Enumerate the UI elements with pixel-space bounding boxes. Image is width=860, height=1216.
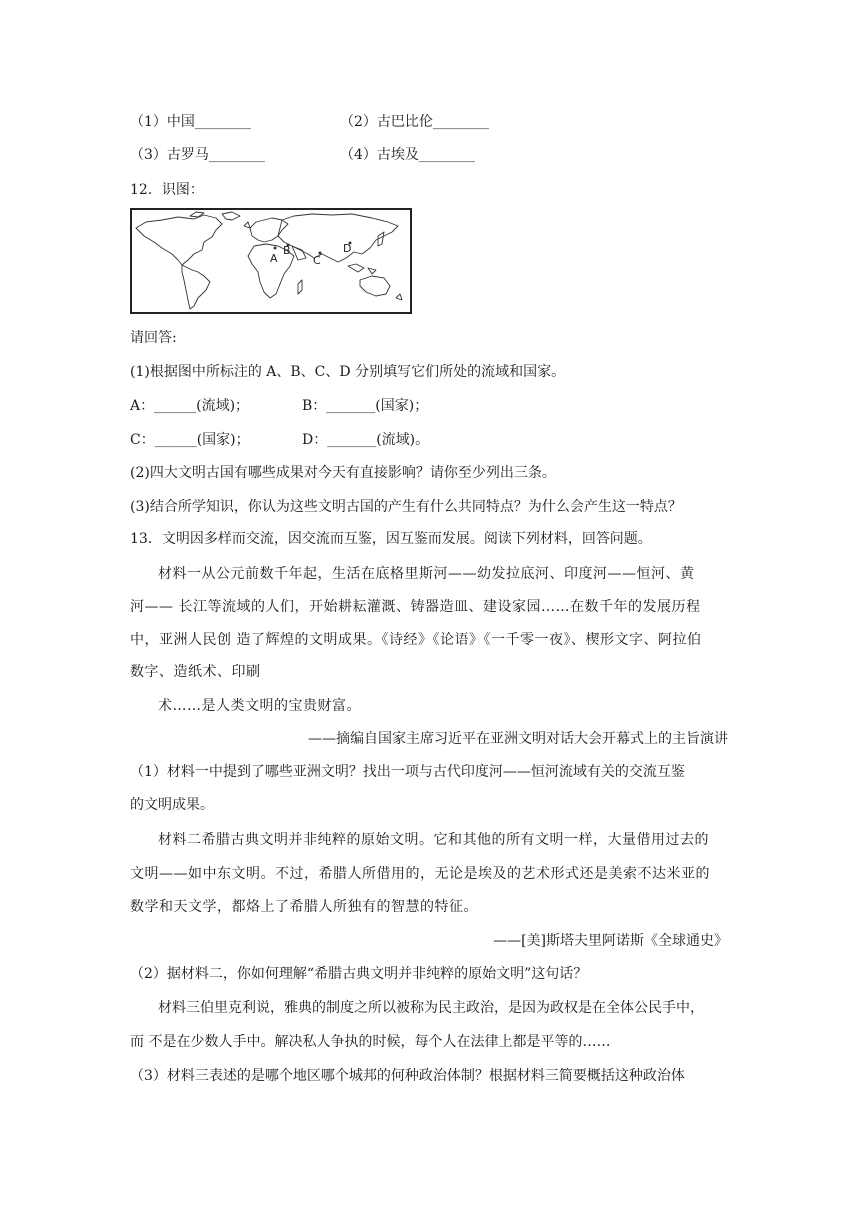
material-2-line: 文明——如中东文明。不过，希腊人所借用的，无论是埃及的艺术形式还是美索不达米亚的 <box>130 866 710 882</box>
material-1-line: 河—— 长江等流域的人们，开始耕耘灌溉、铸器造皿、建设家园……在数千年的发展历程 <box>130 599 701 615</box>
blank-egypt: （4）古埃及________ <box>340 147 475 163</box>
map-label-b: B <box>283 244 291 257</box>
question-13-2: （2）据材料二，你如何理解“希腊古典文明并非纯粹的原始文明”这句话？ <box>130 966 588 982</box>
blank-china: （1）中国________ <box>130 114 251 130</box>
question-12-sub2: (2)四大文明古国有哪些成果对今天有直接影响？请你至少列出三条。 <box>130 465 556 481</box>
material-1-line: 数字、造纸术、印刷 <box>130 664 261 680</box>
material-3-line: 材料三伯里克利说，雅典的制度之所以被称为民主政治，是因为政权是在全体公民手中， <box>158 1000 704 1016</box>
blank-c-country: C：______(国家)； <box>130 432 250 448</box>
question-13-3: （3）材料三表述的是哪个地区哪个城邦的何种政治体制？根据材料三简要概括这种政治体 <box>130 1068 685 1084</box>
material-2-line: 材料二希腊古典文明并非纯粹的原始文明。它和其他的所有文明一样，大量借用过去的 <box>158 832 709 848</box>
question-12-sub1: (1)根据图中所标注的 A、B、C、D 分别填写它们所处的流域和国家。 <box>130 364 566 380</box>
question-12-title: 12．识图： <box>130 182 204 198</box>
question-13-1: 的文明成果。 <box>130 797 214 813</box>
map-label-a: A <box>270 252 278 265</box>
material-2-line: 数学和天文学，都烙上了希腊人所独有的智慧的特征。 <box>130 899 478 915</box>
material-2-source: ——[美]斯塔夫里阿诺斯《全球通史》 <box>493 933 728 949</box>
map-label-d: D <box>343 242 352 255</box>
material-1-source: ——摘编自国家主席习近平在亚洲文明对话大会开幕式上的主旨演讲 <box>308 731 728 747</box>
question-13-1: （1）材料一中提到了哪些亚洲文明？找出一项与古代印度河——恒河流域有关的交流互鉴 <box>130 764 685 780</box>
blank-rome: （3）古罗马________ <box>130 147 265 163</box>
material-3-line: 而 不是在少数人手中。解决私人争执的时候，每个人在法律上都是平等的…… <box>130 1034 611 1050</box>
map-label-c: C <box>313 254 321 267</box>
blank-a-basin: A：______(流域)； <box>130 398 250 414</box>
material-1-line: 材料一从公元前数千年起，生活在底格里斯河——幼发拉底河、印度河——恒河、黄 <box>158 566 695 582</box>
blank-babylon: （2）古巴比伦________ <box>340 114 489 130</box>
question-12-sub3: (3)结合所学知识，你认为这些文明古国的产生有什么共同特点？为什么会产生这一特点？ <box>130 499 682 515</box>
blank-b-country: B：_______(国家)； <box>302 398 429 414</box>
world-map <box>130 208 412 314</box>
material-1-line: 术……是人类文明的宝贵财富。 <box>158 698 361 714</box>
question-13-title: 13．文明因多样而交流，因交流而互鉴，因互鉴而发展。阅读下列材料，回答问题。 <box>130 531 652 547</box>
blank-d-basin: D：_______(流域)。 <box>302 432 430 448</box>
question-12-prompt: 请回答: <box>130 330 177 346</box>
world-map-drawing <box>132 210 410 312</box>
material-1-line: 中，亚洲人民创 造了辉煌的文明成果。《诗经》《论语》《一千零一夜》、楔形文字、阿拉伯 <box>130 632 702 648</box>
